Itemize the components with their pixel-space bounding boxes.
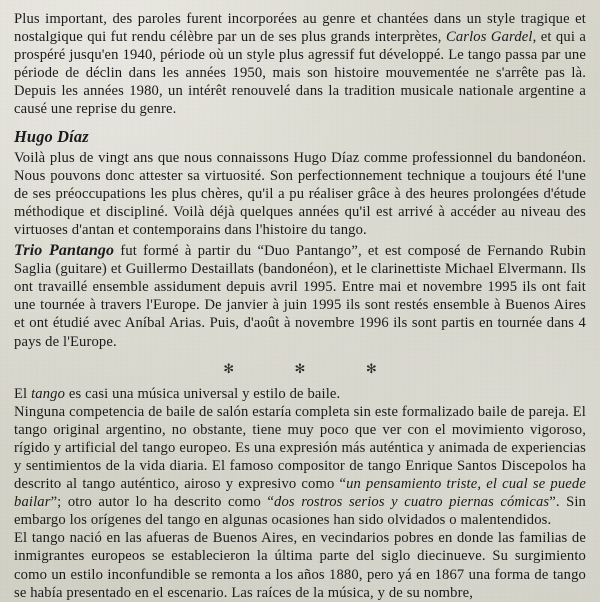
tango-description-part-a: Ninguna competencia de baile de salón estaría completa sin este formalizado baile de pareja. El tango original argentino, no obstante, tiene muy poco que ver con el movimiento vigoroso, rígido y artificial del tango europeo. Es una expresión más auténtica y animada de experiencias y sentimientos de la vida diaria. El famoso compositor de tango Enrique Santos Discepolos ha descrito al tango auténtico, airoso y expresivo como “ bbox=[14, 403, 586, 493]
paragraph-intro-part-b: , et qui a prospéré jusqu'en 1940, période où un style plus agressif fut développé. Le tango passa par une période de déclin dans les années 1950, mais son histoire mouvementée ne s'arrête pas là. Depuis les années 1980, un intérêt renouvelé dans la tradition musicale nationale argentine a causé une reprise du genre. bbox=[14, 29, 586, 118]
tango-universal-part-b: es casi una música universal y estilo de baile. bbox=[65, 385, 341, 402]
paragraph-intro-french bbox=[14, 10, 586, 119]
paragraph-trio-pantango bbox=[14, 242, 586, 351]
quote-pensamiento-triste: un pensamiento triste, el cual se puede bailar bbox=[14, 476, 586, 511]
french-section bbox=[14, 10, 586, 351]
paragraph-tango-universal bbox=[14, 385, 586, 403]
section-divider-asterisks: ✻ ✻ ✻ bbox=[223, 360, 406, 376]
heading-trio-pantango: Trio Pantango bbox=[14, 242, 115, 260]
tango-description-part-c: ”. Sin embargo los orígenes del tango en algunas ocasiones han sido olvidados o malentendidos. bbox=[14, 494, 586, 529]
word-tango-emphasis: tango bbox=[31, 385, 66, 402]
paragraph-intro-part-a: Plus important, des paroles furent incorporées au genre et chantées dans un style tragique et nostalgique qui fut rendu célèbre par un de ses plus grands interprètes, bbox=[14, 11, 586, 46]
quote-dos-rostros: dos rostros serios y cuatro piernas cómicas bbox=[274, 494, 550, 511]
paragraph-trio-body: fut formé à partir du “Duo Pantango”, et est composé de Fernando Rubin Saglia (guitare) et Guillermo Destaillats (bandonéon), et le clarinettiste Michael Elvermann. Ils ont travaillé ensemble assidument depuis avril 1995. Entre mai et novembre 1995 ils ont fait une tournée à travers l'Europe. De janvier à juin 1995 ils sont restés ensemble à Buenos Aires et ont étudié avec Aníbal Arias. Puis, d'août à novembre 1996 ils sont partis en tournée dans 4 pays de l'Europe. bbox=[14, 243, 586, 350]
heading-hugo-diaz: Hugo Díaz bbox=[14, 126, 89, 146]
artist-name-carlos-gardel: Carlos Gardel bbox=[445, 29, 533, 46]
paragraph-tango-description bbox=[14, 403, 586, 530]
tango-description-part-b: ”; otro autor lo ha descrito como “ bbox=[50, 494, 275, 511]
paragraph-hugo-diaz: Voilà plus de vingt ans que nous connaissons Hugo Díaz comme professionnel du bandonéon. Nous pouvons donc attester sa virtuosité. Son perfectionnement technique a toujours été l'une de ses préoccupations les plus chères, qu'il a pu réaliser grâce à des heures prolongées d'étude méthodique et discipliné. Voilà déjà quelques années qu'il est arrivé à accéder au niveau des virtuoses d'antan et contemporains dans l'histoire du tango. bbox=[14, 149, 586, 238]
paragraph-tango-origins: El tango nació en las afueras de Buenos Aires, en vecindarios pobres en donde las familias de inmigrantes europeos se establecieron la última parte del siglo diecinueve. Su surgimiento como un estilo inconfundible se remonta a los años 1880, pero yá en 1867 una forma de tango se había presentado en el escenario. Las raíces de la música, y de su nombre, bbox=[14, 530, 586, 601]
tango-universal-part-a: El bbox=[14, 385, 32, 402]
spanish-section bbox=[14, 385, 586, 602]
